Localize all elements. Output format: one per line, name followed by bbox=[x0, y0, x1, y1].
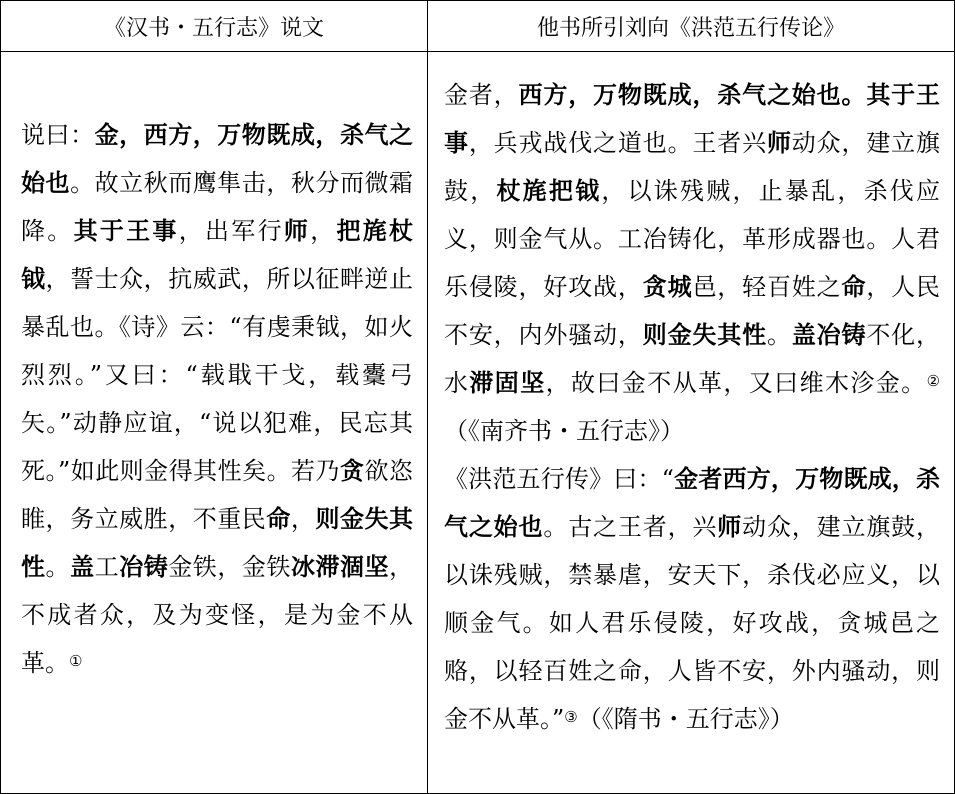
text-run: 。故立秋而鹰隼击，秋分而微霜降。 bbox=[21, 169, 414, 245]
bold-phrase: 滞固坚 bbox=[469, 368, 546, 397]
text-run: 动众，建立旗鼓，以诛残贼，禁暴虐，安天下，杀伐必应义，以顺金气。如人君乐侵陵，好攻战，贪城邑之赂，以轻百姓之命，人皆不安，外内骚动，则金不从革。” bbox=[444, 513, 941, 733]
text-run: 。 bbox=[45, 553, 71, 581]
text-run: 说曰： bbox=[21, 121, 95, 149]
text-run: 工 bbox=[94, 553, 120, 581]
text-run: ，誓士众，抗威武，所以征畔逆止暴乱也。《诗》云：“有虔秉钺，如火烈烈。”又曰：“载戢干戈，载櫜弓矢。”动静应谊，“说以犯难，民忘其死。”如此则金得其性矣。若乃 bbox=[21, 265, 414, 485]
text-run: 不化，水 bbox=[444, 321, 941, 397]
text-run: 动众，建立旗鼓， bbox=[444, 129, 941, 205]
bold-phrase: 命 bbox=[266, 504, 291, 533]
text-run: ，出军行 bbox=[178, 217, 284, 245]
text-run: 欲恣睢，务立威胜，不重民 bbox=[21, 457, 413, 533]
text-run: 。 bbox=[766, 321, 792, 349]
bold-phrase: 贪城 bbox=[642, 272, 693, 301]
bold-phrase: 把旄杖钺 bbox=[21, 216, 414, 293]
bold-phrase: 则金失其性 bbox=[642, 320, 767, 349]
bold-phrase: 其于王事 bbox=[73, 216, 179, 245]
hanshu-text bbox=[21, 121, 413, 677]
text-run: ，不成者众，及为变怪，是为金不从革。 bbox=[21, 553, 414, 677]
footnote-marker-3: ③ bbox=[564, 708, 578, 726]
text-run: 。古之王者，兴 bbox=[543, 513, 718, 541]
text-run: ，以诛残贼，止暴乱，杀伐应义，则金气从。工冶铸化，革形成器也。人君乐侵陵，好攻战， bbox=[444, 177, 941, 301]
header-right: 他书所引刘向《洪范五行传论》 bbox=[428, 1, 955, 52]
right-cell bbox=[428, 52, 955, 794]
bold-phrase: 师 bbox=[717, 512, 743, 541]
bold-phrase: 冰滞涸坚 bbox=[290, 552, 390, 581]
text-run: ， bbox=[310, 217, 337, 245]
text-run: ， bbox=[290, 505, 316, 533]
quoted-passages bbox=[428, 52, 954, 743]
nanqishu-passage bbox=[444, 71, 940, 455]
suishu-passage bbox=[444, 455, 940, 743]
bold-phrase: 贪 bbox=[340, 456, 365, 485]
text-run: ，人民不安，内外骚动， bbox=[444, 273, 941, 349]
bold-phrase: 盖 bbox=[70, 552, 95, 581]
table-body-row bbox=[1, 52, 955, 794]
text-run: ，兵戎战伐之道也。王者兴 bbox=[468, 129, 767, 157]
bold-phrase: 金，西方，万物既成，杀气之始也 bbox=[21, 120, 414, 197]
footnote-marker-2: ② bbox=[926, 372, 941, 390]
text-run: 金者， bbox=[444, 81, 519, 109]
header-left: 《汉书・五行志》说文 bbox=[1, 1, 428, 52]
bold-phrase: 金者西方，万物既成，杀气之始也 bbox=[444, 464, 940, 541]
footnote-marker-1: ① bbox=[69, 652, 83, 670]
nanqishu-source: （《南齐书・五行志》） bbox=[444, 417, 684, 445]
bold-phrase: 冶铸 bbox=[119, 552, 169, 581]
nanqishu-text bbox=[444, 81, 940, 397]
bold-phrase: 西方，万物既成，杀气之始也。其于王事 bbox=[444, 80, 941, 157]
text-run: 邑，轻百姓之 bbox=[692, 273, 842, 301]
bold-phrase: 盖冶铸 bbox=[791, 320, 867, 349]
table-header-row bbox=[1, 1, 955, 52]
bold-phrase: 命 bbox=[841, 272, 867, 301]
suishu-text bbox=[444, 465, 940, 733]
text-run: 《洪范五行传》曰：“ bbox=[444, 465, 674, 493]
bold-phrase: 师 bbox=[766, 128, 792, 157]
bold-phrase: 师 bbox=[283, 216, 311, 245]
hanshu-passage bbox=[1, 52, 427, 687]
text-run: ，故曰金不从革，又曰维木沴金。 bbox=[545, 369, 927, 397]
suishu-source: （《隋书・五行志》） bbox=[577, 705, 794, 733]
text-run: 金铁，金铁 bbox=[168, 553, 291, 581]
bold-phrase: 杖旄把钺 bbox=[496, 176, 602, 205]
bold-phrase: 则金失其性 bbox=[21, 504, 414, 581]
left-cell bbox=[1, 52, 428, 794]
